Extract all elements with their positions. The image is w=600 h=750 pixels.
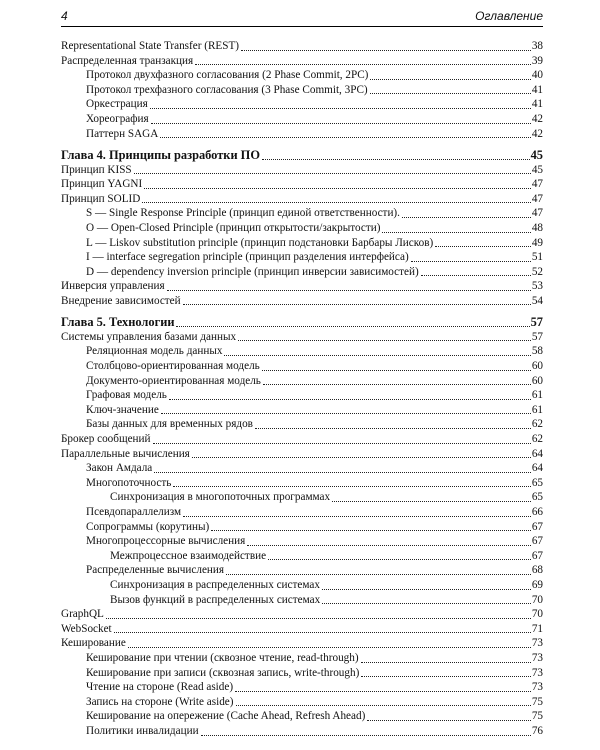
toc-entry-page: 70 [531,608,543,621]
toc-entry[interactable] [61,236,543,251]
toc-entry-title: Кеширование на опережение (Cache Ahead, Refresh Ahead) [86,710,366,723]
page-number: 4 [61,9,68,23]
dot-leader [382,231,530,233]
toc-entry[interactable] [61,54,543,69]
toc-entry-page: 68 [531,564,543,577]
toc-entry-page: 41 [531,83,543,96]
dot-leader [226,573,531,575]
toc-entry-page: 61 [531,389,543,402]
dot-leader [161,412,531,414]
toc-entry-title: Распределенная транзакция [61,54,194,67]
toc-entry[interactable] [61,112,543,127]
dot-leader [167,289,531,291]
toc-entry[interactable] [61,622,543,637]
dot-leader [435,245,531,247]
toc-entry-title: Оркестрация [86,98,148,111]
dot-leader [241,49,531,51]
toc-entry[interactable] [61,447,543,462]
toc-entry-title: Хореография [86,112,149,125]
toc-entry-page: 67 [531,549,543,562]
toc-entry-page: 61 [531,403,543,416]
toc-entry-title: Кеширование при чтении (сквозное чтение, read-through) [86,651,359,664]
toc-entry-title: Глава 5. Технологии [61,315,175,330]
toc-entry[interactable] [61,359,543,374]
toc-entry-title: I — interface segregation principle (принцип разделения интерфейса) [86,251,409,264]
toc-entry-title: Принцип KISS [61,163,132,176]
toc-entry-title: Многопоточность [86,476,172,489]
toc-entry[interactable] [61,221,543,236]
toc-entry-page: 53 [531,280,543,293]
dot-leader [144,187,531,189]
toc-entry[interactable] [61,127,543,142]
toc-entry-title: Протокол трехфазного согласования (3 Phase Commit, 3PC) [86,83,368,96]
toc-entry-page: 75 [531,695,543,708]
toc-entry-title: Кеширование при записи (сквозная запись, write-through) [86,666,360,679]
toc-entry[interactable] [61,417,543,432]
toc-entry-page: 47 [531,207,543,220]
toc-entry-title: Representational State Transfer (REST) [61,40,240,52]
toc-entry-page: 64 [531,447,543,460]
toc-entry-page: 62 [531,418,543,431]
toc-entry-page: 70 [531,593,543,606]
toc-entry[interactable] [61,279,543,294]
dot-leader [153,442,531,444]
toc-entry[interactable] [61,344,543,359]
toc-entry[interactable] [61,374,543,389]
toc-entry[interactable] [61,250,543,265]
toc-entry-page: 48 [531,221,543,234]
dot-leader [402,216,531,218]
toc-entry-title: Паттерн SAGA [86,127,159,140]
toc-entry-page: 42 [531,127,543,140]
toc-entry-title: Принцип YAGNI [61,178,143,191]
dot-leader [268,558,531,560]
dot-leader [322,588,531,590]
toc-entry-page: 73 [531,651,543,664]
toc-entry-title: Синхронизация в распределенных системах [110,578,320,591]
dot-leader [238,339,531,341]
toc-entry-page: 67 [531,535,543,548]
toc-entry-title: Вызов функций в распределенных системах [110,593,321,606]
table-of-contents [61,39,543,739]
dot-leader [142,201,530,203]
toc-entry[interactable] [61,476,543,491]
toc-entry[interactable] [61,534,543,549]
toc-entry[interactable] [61,97,543,112]
dot-leader [160,136,530,138]
dot-leader [235,690,531,692]
toc-entry-title: S — Single Response Principle (принцип единой ответственности). [86,207,400,220]
toc-entry[interactable] [61,695,543,710]
toc-entry-title: Протокол двухфазного согласования (2 Phase Commit, 2PC) [86,69,369,82]
dot-leader [183,303,531,305]
toc-entry-title: L — Liskov substitution principle (принцип подстановки Барбары Лисков) [86,236,434,249]
toc-entry-page: 45 [531,163,543,176]
toc-entry-page: 54 [531,294,543,307]
toc-entry[interactable] [61,549,543,564]
dot-leader [411,260,531,262]
toc-entry-title: Закон Амдала [86,462,153,475]
toc-entry-title: Многопроцессорные вычисления [86,535,246,548]
dot-leader [263,383,531,385]
toc-entry-title: Распределенные вычисления [86,564,225,577]
running-header [61,8,543,27]
dot-leader [367,719,531,721]
dot-leader [176,325,529,327]
toc-entry-title: Принцип SOLID [61,192,141,205]
toc-chapter-entry[interactable] [61,148,543,163]
toc-entry[interactable] [61,68,543,83]
toc-entry[interactable] [61,578,543,593]
dot-leader [192,456,531,458]
toc-entry-page: 49 [531,236,543,249]
toc-entry[interactable] [61,505,543,520]
toc-entry-page: 57 [530,315,543,330]
toc-entry-title: Базы данных для временных рядов [86,418,253,431]
toc-entry-page: 67 [531,520,543,533]
toc-entry-title: Графовая модель [86,389,167,402]
dot-leader [195,63,531,65]
toc-entry[interactable] [61,709,543,724]
toc-entry[interactable] [61,388,543,403]
toc-entry-title: Межпроцессное взаимодействие [110,549,267,562]
toc-entry-page: 71 [531,622,543,635]
dot-leader [114,631,531,633]
dot-leader [236,704,531,706]
dot-leader [255,427,531,429]
toc-entry-title: O — Open-Closed Principle (принцип открытости/закрытости) [86,221,381,234]
toc-entry-page: 69 [531,578,543,591]
toc-entry-page: 58 [531,345,543,358]
toc-entry[interactable] [61,403,543,418]
toc-entry[interactable] [61,636,543,651]
dot-leader [169,398,531,400]
toc-entry[interactable] [61,294,543,309]
toc-entry-title: Документо-ориентированная модель [86,374,261,387]
dot-leader [128,646,531,648]
toc-entry-title: Столбцово-ориентированная модель [86,360,260,373]
toc-entry[interactable] [61,490,543,505]
toc-entry-title: Политики инвалидации [86,724,199,737]
toc-entry[interactable] [61,163,543,178]
dot-leader [183,515,531,517]
toc-entry-page: 40 [531,69,543,82]
dot-leader [224,354,530,356]
toc-entry-title: Псевдопараллелизм [86,506,182,518]
dot-leader [211,529,531,531]
toc-entry-page: 47 [531,192,543,205]
toc-entry-page: 42 [531,112,543,125]
dot-leader [332,500,531,502]
toc-entry[interactable] [61,265,543,280]
toc-entry-page: 39 [531,54,543,67]
dot-leader [370,78,530,80]
toc-entry-page: 60 [531,360,543,373]
dot-leader [421,274,531,276]
toc-entry-title: WebSocket [61,622,112,635]
toc-entry-title: D — dependency inversion principle (принцип инверсии зависимостей) [86,265,419,278]
toc-chapter-entry[interactable] [61,315,543,330]
toc-entry-title: Кеширование [61,637,126,650]
toc-entry-page: 60 [531,374,543,387]
toc-entry[interactable] [61,83,543,98]
toc-entry-page: 64 [531,462,543,475]
toc-entry[interactable] [61,651,543,666]
dot-leader [134,172,531,174]
toc-entry-title: Чтение на стороне (Read aside) [86,681,234,694]
toc-entry[interactable] [61,330,543,345]
dot-leader [262,369,531,371]
toc-entry[interactable] [61,680,543,695]
toc-entry-page: 45 [530,147,543,162]
toc-entry-page: 47 [531,178,543,191]
toc-entry-page: 51 [531,251,543,264]
dot-leader [370,92,531,94]
toc-entry-page: 52 [531,265,543,278]
toc-entry-title: Ключ-значение [86,403,159,416]
toc-entry-title: Параллельные вычисления [61,447,190,460]
toc-entry-title: GraphQL [61,608,104,621]
toc-entry-title: Глава 4. Принципы разработки ПО [61,147,260,162]
toc-entry-page: 65 [531,476,543,489]
dot-leader [361,661,531,663]
toc-entry[interactable] [61,724,543,739]
toc-entry[interactable] [61,607,543,622]
toc-entry-page: 38 [531,40,543,52]
toc-entry-page: 66 [531,506,543,518]
toc-entry[interactable] [61,432,543,447]
toc-entry[interactable] [61,206,543,221]
toc-entry-page: 57 [531,330,543,343]
toc-entry-title: Запись на стороне (Write aside) [86,695,234,708]
toc-entry-page: 65 [531,491,543,504]
toc-entry-title: Брокер сообщений [61,433,151,446]
toc-entry-page: 76 [531,724,543,737]
toc-entry[interactable] [61,563,543,578]
toc-entry-title: Сопрограммы (корутины) [86,520,210,533]
dot-leader [173,485,530,487]
dot-leader [150,107,531,109]
toc-entry-page: 73 [531,666,543,679]
toc-entry[interactable] [61,192,543,207]
toc-entry[interactable] [61,461,543,476]
toc-entry-page: 73 [531,637,543,650]
toc-entry[interactable] [61,666,543,681]
toc-entry[interactable] [61,177,543,192]
toc-entry-page: 75 [531,710,543,723]
dot-leader [322,602,531,604]
dot-leader [247,544,531,546]
dot-leader [361,675,531,677]
toc-entry[interactable] [61,520,543,535]
toc-entry[interactable] [61,593,543,608]
running-title: Оглавление [475,9,543,23]
dot-leader [151,122,531,124]
toc-entry-page: 62 [531,433,543,446]
dot-leader [154,471,531,473]
dot-leader [262,158,530,160]
dot-leader [201,734,531,736]
toc-entry-title: Внедрение зависимостей [61,294,181,307]
toc-entry[interactable] [61,39,543,54]
toc-entry-title: Синхронизация в многопоточных программах [110,491,331,504]
toc-entry-title: Системы управления базами данных [61,330,237,343]
toc-entry-page: 73 [531,681,543,694]
toc-entry-title: Инверсия управления [61,280,165,293]
toc-entry-page: 41 [531,98,543,111]
dot-leader [106,617,531,619]
toc-entry-title: Реляционная модель данных [86,345,223,358]
